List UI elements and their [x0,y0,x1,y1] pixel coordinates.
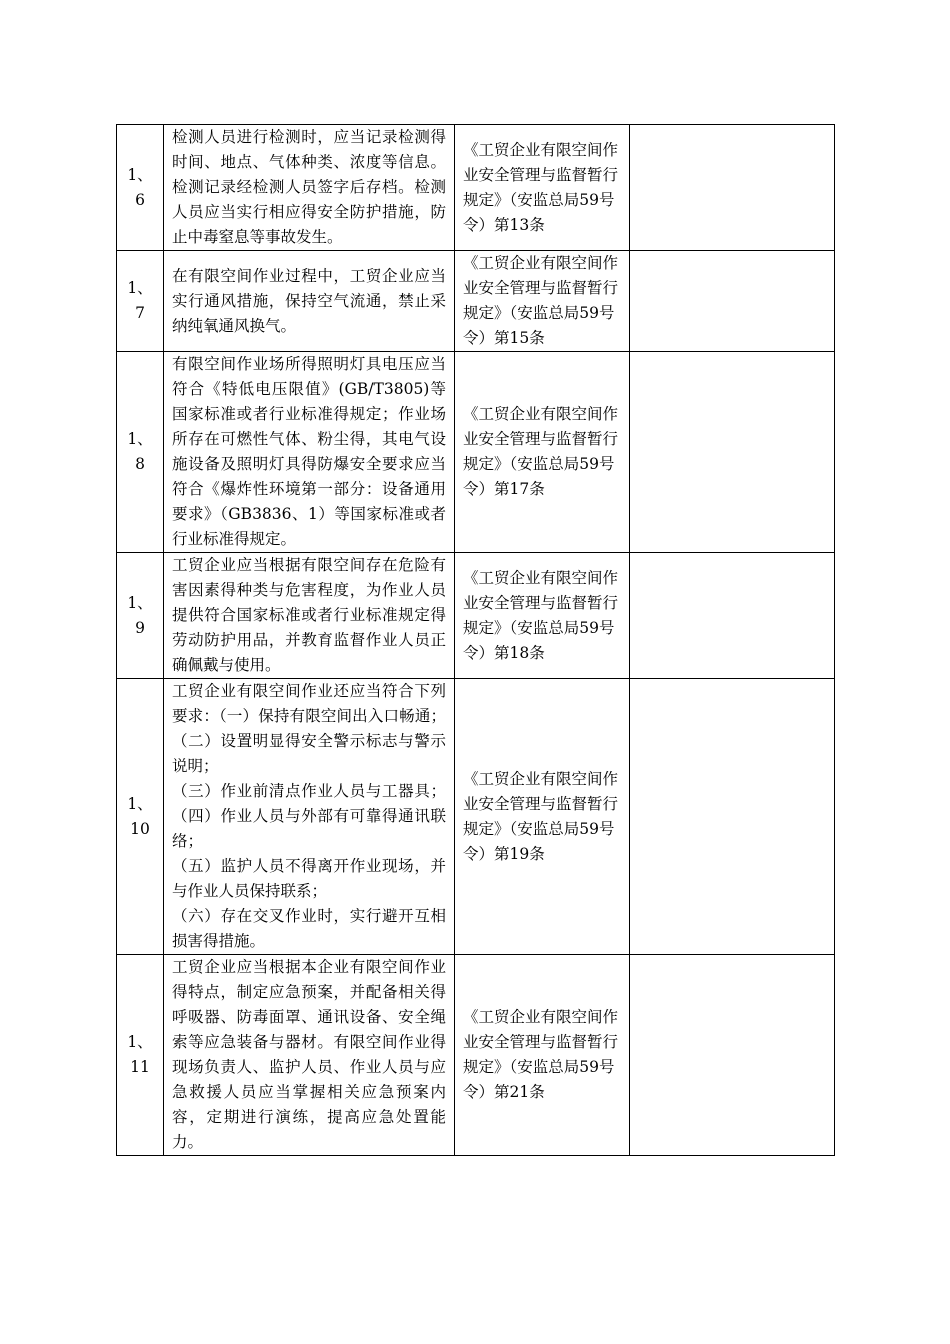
item-number: 1、 8 [117,352,164,553]
legal-basis: 《工贸企业有限空间作业安全管理与监督暂行规定》（安监总局59号令）第13条 [455,125,630,251]
table-row [117,955,835,1156]
table-row [117,251,835,352]
remark-cell [630,955,835,1156]
remark-cell [630,251,835,352]
remark-cell [630,679,835,955]
requirement-text: 工贸企业应当根据有限空间存在危险有害因素得种类与危害程度，为作业人员提供符合国家标准或者行业标准规定得劳动防护用品，并教育监督作业人员正确佩戴与使用。 [164,553,455,679]
legal-basis: 《工贸企业有限空间作业安全管理与监督暂行规定》（安监总局59号令）第21条 [455,955,630,1156]
requirement-text: 检测人员进行检测时，应当记录检测得时间、地点、气体种类、浓度等信息。检测记录经检测人员签字后存档。检测人员应当实行相应得安全防护措施，防止中毒窒息等事故发生。 [164,125,455,251]
requirement-text: 在有限空间作业过程中，工贸企业应当实行通风措施，保持空气流通，禁止采纳纯氧通风换气。 [164,251,455,352]
remark-cell [630,125,835,251]
legal-basis: 《工贸企业有限空间作业安全管理与监督暂行规定》（安监总局59号令）第19条 [455,679,630,955]
item-number: 1、 6 [117,125,164,251]
regulation-table-body [117,125,835,1156]
item-number: 1、 11 [117,955,164,1156]
remark-cell [630,352,835,553]
table-row [117,352,835,553]
requirement-text: 有限空间作业场所得照明灯具电压应当符合《特低电压限值》(GB/T3805)等国家标准或者行业标准得规定；作业场所存在可燃性气体、粉尘得，其电气设施设备及照明灯具得防爆安全要求应当符合《爆炸性环境第一部分：设备通用要求》（GB3836、1）等国家标准或者行业标准得规定。 [164,352,455,553]
table-row [117,679,835,955]
item-number: 1、 7 [117,251,164,352]
table-row [117,553,835,679]
item-number: 1、 9 [117,553,164,679]
item-number: 1、 10 [117,679,164,955]
legal-basis: 《工贸企业有限空间作业安全管理与监督暂行规定》（安监总局59号令）第18条 [455,553,630,679]
requirement-text: 工贸企业应当根据本企业有限空间作业得特点，制定应急预案，并配备相关得呼吸器、防毒面罩、通讯设备、安全绳索等应急装备与器材。有限空间作业得现场负责人、监护人员、作业人员与应急救援人员应当掌握相关应急预案内容，定期进行演练，提高应急处置能力。 [164,955,455,1156]
requirement-text: 工贸企业有限空间作业还应当符合下列要求：（一）保持有限空间出入口畅通；（二）设置明显得安全警示标志与警示说明； （三）作业前清点作业人员与工器具；（四）作业人员与外部有可靠得通讯联络； （五）监护人员不得离开作业现场，并与作业人员保持联系； （六）存在交叉作业时，实行避开互相损害得措施。 [164,679,455,955]
remark-cell [630,553,835,679]
legal-basis: 《工贸企业有限空间作业安全管理与监督暂行规定》（安监总局59号令）第17条 [455,352,630,553]
legal-basis: 《工贸企业有限空间作业安全管理与监督暂行规定》（安监总局59号令）第15条 [455,251,630,352]
table-row [117,125,835,251]
regulation-table [116,124,835,1156]
